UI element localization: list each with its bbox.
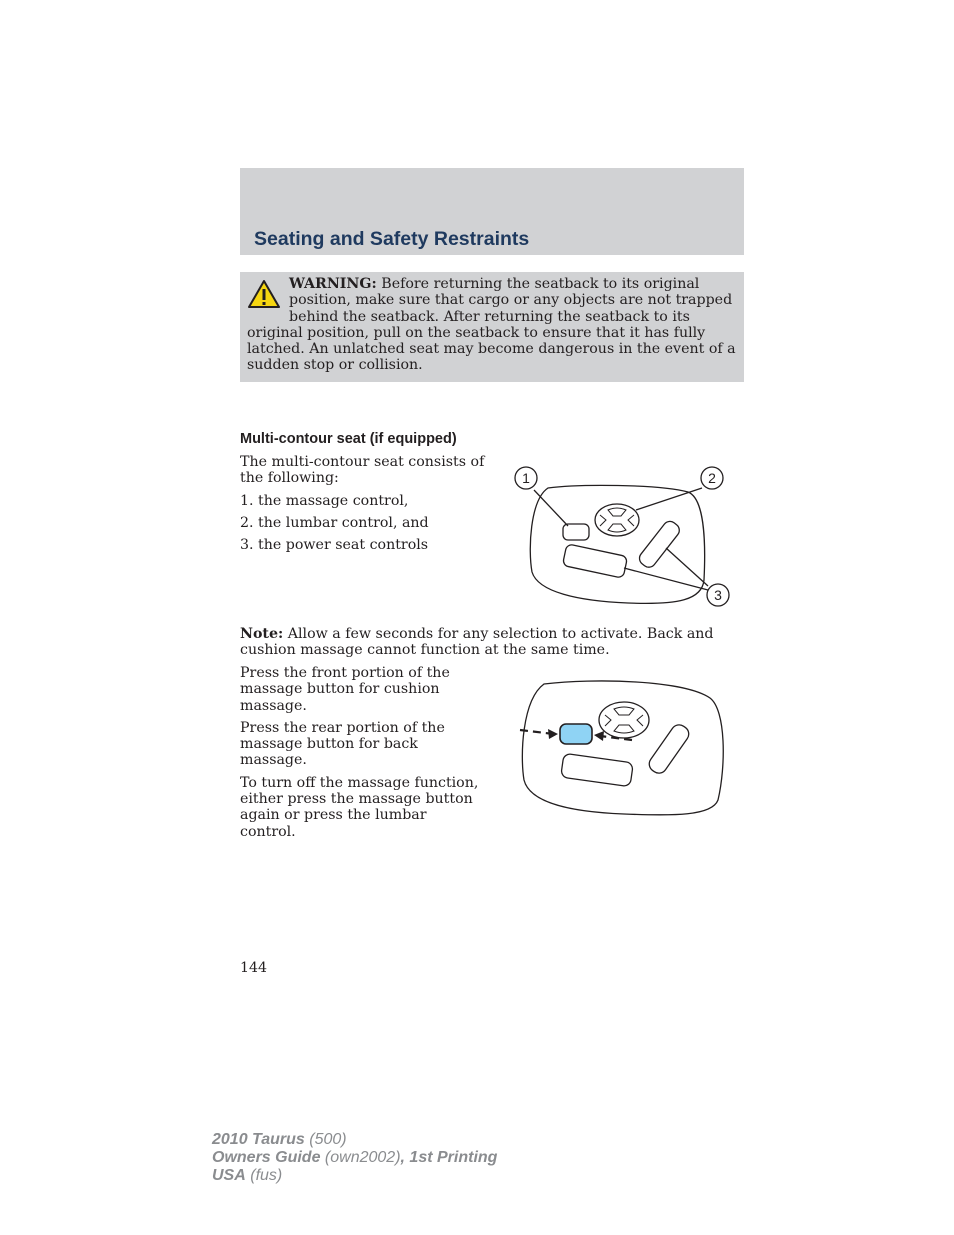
footer-imprint — [212, 1131, 497, 1185]
warning-box — [240, 272, 744, 382]
list-item: 3. the power seat controls — [240, 537, 429, 554]
power-seat-cushion-control — [562, 544, 627, 578]
intro-column — [240, 454, 486, 559]
list-item: 1. the massage control, — [240, 492, 409, 509]
warning-triangle-icon — [247, 279, 281, 309]
footer-printing: , 1st Printing — [400, 1149, 498, 1166]
callout-2: 2 — [708, 470, 716, 486]
footer-model: 2010 Taurus — [212, 1131, 305, 1148]
section-header-band — [240, 168, 744, 255]
footer-guide: Owners Guide — [212, 1149, 321, 1166]
warning-text: Before returning the seatback to its original position, make sure that cargo or any objects are not trapped behind the seatback. After returning the seatback to its original position, pull on the seatback to ensure that it has fully latched. An unlatched seat may become dangerous in the event of a sudden stop or collision. — [247, 276, 736, 374]
massage-paragraph: Press the front portion of the massage button for cushion massage. — [240, 665, 450, 714]
note-text: Allow a few seconds for any selection to activate. Back and cushion massage cannot function at the same time. — [240, 626, 714, 659]
lumbar-control — [595, 504, 639, 536]
lumbar-control — [599, 702, 649, 738]
control-panel-outline — [530, 485, 704, 603]
massage-paragraph: Press the rear portion of the massage button for back massage. — [240, 719, 445, 769]
section-heading: Multi-contour seat (if equipped) — [240, 431, 457, 447]
massage-button-diagram — [514, 676, 728, 818]
list-item: 2. the lumbar control, and — [240, 514, 429, 531]
power-seat-cushion-control — [561, 753, 634, 787]
page-number: 144 — [240, 960, 268, 976]
warning-label: WARNING: — [289, 276, 377, 292]
footer-model-code: (500) — [309, 1131, 347, 1148]
callout-3: 3 — [714, 587, 722, 603]
seat-controls-diagram — [508, 460, 744, 610]
note-paragraph — [240, 626, 744, 659]
callout-1: 1 — [522, 470, 530, 486]
massage-paragraph: To turn off the massage function, either press the massage button again or press the lumbar control. — [240, 774, 479, 840]
footer-guide-code: (own2002) — [324, 1149, 401, 1166]
massage-control — [563, 524, 589, 540]
power-seat-back-control — [637, 519, 682, 570]
page-title: Seating and Safety Restraints — [254, 228, 530, 250]
massage-button-highlighted — [560, 724, 592, 744]
massage-instructions — [240, 665, 486, 846]
note-label: Note: — [240, 626, 284, 642]
control-panel-outline — [522, 681, 723, 815]
footer-market: USA — [212, 1167, 246, 1184]
footer-market-code: (fus) — [250, 1167, 283, 1184]
intro-text: The multi-contour seat consists of the following: — [240, 454, 485, 487]
power-seat-back-control — [646, 722, 692, 777]
